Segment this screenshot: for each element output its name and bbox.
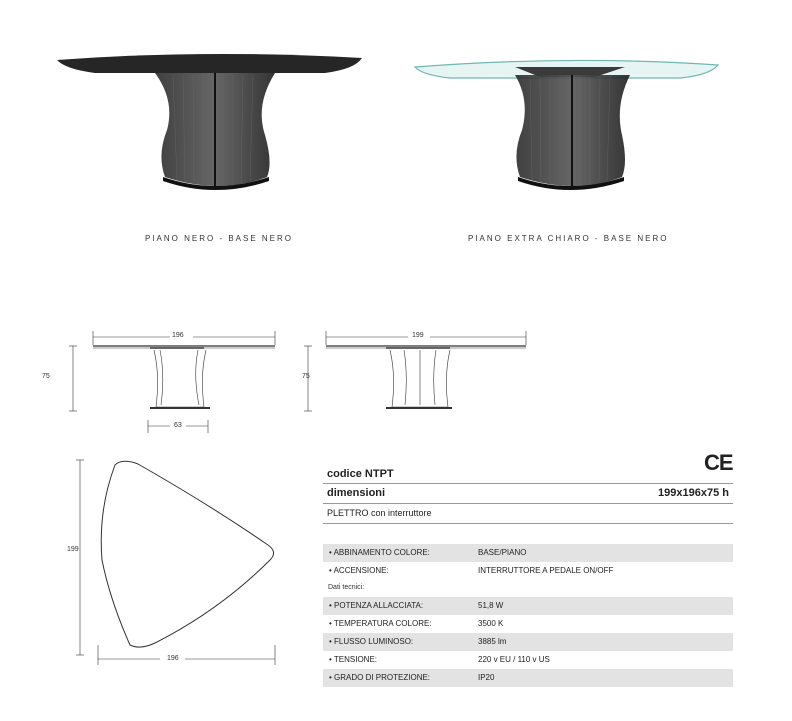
divider-2 <box>323 503 733 504</box>
spec-row-protection <box>323 669 733 687</box>
product-code: codice NTPT <box>327 468 394 480</box>
divider-1 <box>323 483 733 484</box>
spec-key: • POTENZA ALLACCIATA: <box>329 601 424 610</box>
front-width-label: 196 <box>172 332 184 339</box>
side-height-label: 75 <box>302 373 310 380</box>
product-caption-1: PIANO NERO - BASE NERO <box>145 234 294 243</box>
spec-value: INTERRUTTORE A PEDALE ON/OFF <box>478 566 614 575</box>
spec-row-voltage <box>323 651 733 669</box>
spec-row-switch <box>323 562 733 580</box>
top-height-label: 199 <box>67 546 79 553</box>
spec-key: • TENSIONE: <box>329 655 377 664</box>
dimensions-value: 199x196x75 h <box>658 487 729 499</box>
spec-value: IP20 <box>478 673 495 682</box>
divider-3 <box>323 523 733 524</box>
spec-row-temperature <box>323 615 733 633</box>
tech-data-label: Dati tecnici: <box>328 584 365 591</box>
spec-row-color <box>323 544 733 562</box>
product-image-black-top <box>55 45 375 205</box>
dimensions-label: dimensioni <box>327 487 386 499</box>
spec-row-flux <box>323 633 733 651</box>
spec-value: 3500 K <box>478 619 504 628</box>
model-name: PLETTRO con interruttore <box>327 508 432 518</box>
top-width-label: 196 <box>167 655 179 662</box>
top-view-drawing <box>60 450 290 675</box>
spec-key: • TEMPERATURA COLORE: <box>329 619 432 628</box>
spec-row-power <box>323 597 733 615</box>
front-height-label: 75 <box>42 373 50 380</box>
side-elevation-drawing <box>300 325 530 440</box>
product-caption-2: PIANO EXTRA CHIARO - BASE NERO <box>468 234 669 243</box>
side-width-label: 199 <box>412 332 424 339</box>
spec-value: 51,8 W <box>478 601 504 610</box>
spec-key: • ABBINAMENTO COLORE: <box>329 548 430 557</box>
spec-key: • GRADO DI PROTEZIONE: <box>329 673 431 682</box>
spec-value: BASE/PIANO <box>478 548 527 557</box>
spec-key: • FLUSSO LUMINOSO: <box>329 637 414 646</box>
spec-value: 3885 lm <box>478 637 507 646</box>
spec-key: • ACCENSIONE: <box>329 566 389 575</box>
spec-value: 220 v EU / 110 v US <box>478 655 550 664</box>
product-image-glass-top <box>410 45 730 205</box>
front-base-label: 63 <box>174 422 182 429</box>
ce-mark: CE <box>704 450 733 475</box>
